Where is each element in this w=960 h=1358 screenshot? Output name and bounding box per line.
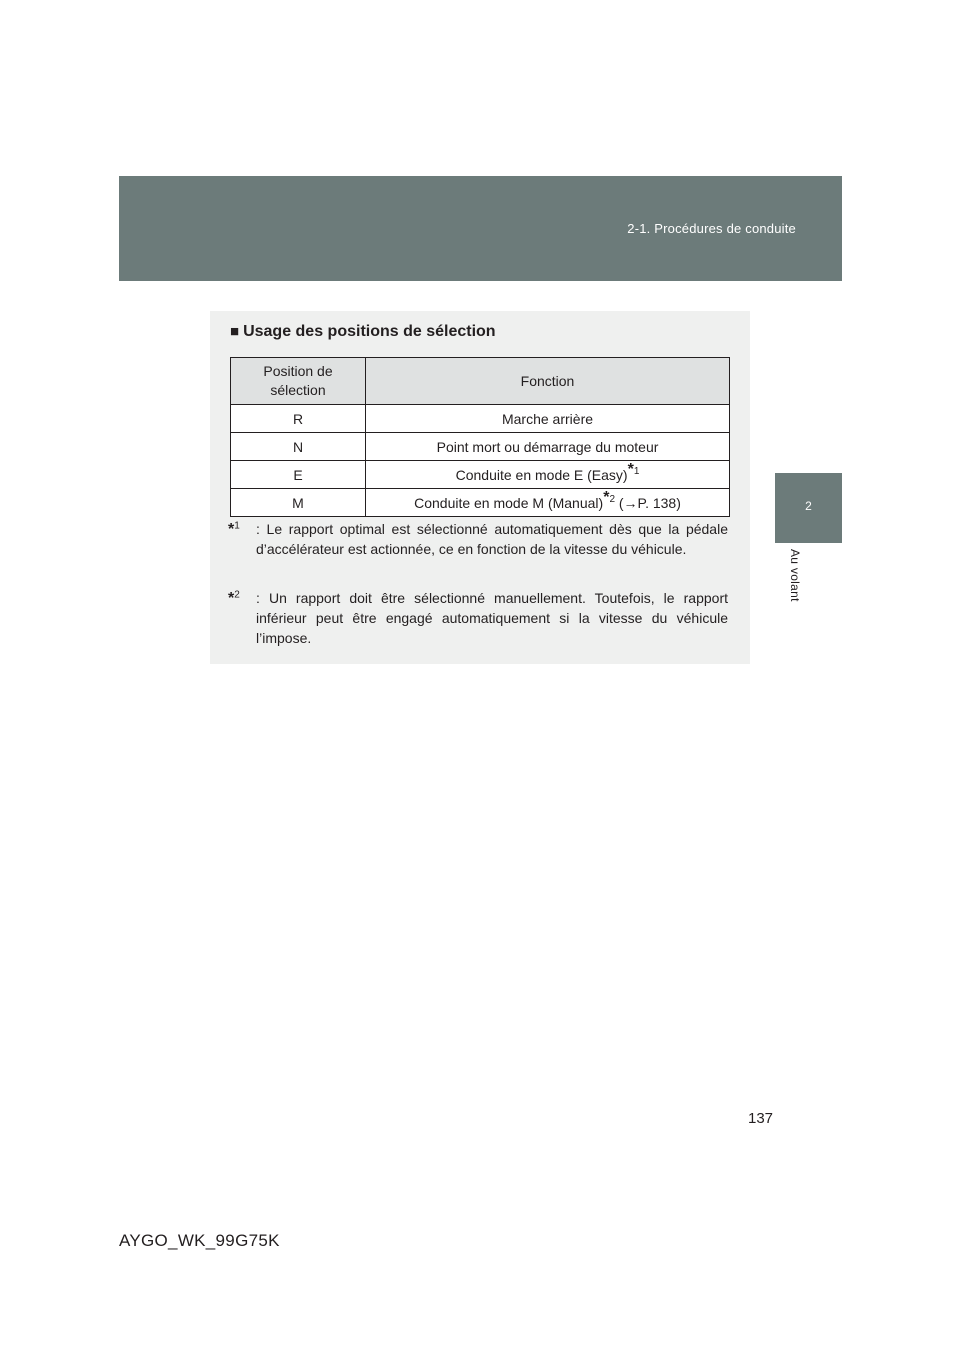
footnote-number: 1 bbox=[234, 520, 240, 532]
header-band bbox=[119, 176, 842, 281]
function-cell: Point mort ou démarrage du moteur bbox=[366, 433, 730, 461]
square-bullet-icon: ■ bbox=[230, 323, 240, 340]
position-cell: E bbox=[231, 461, 366, 489]
page-number: 137 bbox=[748, 1110, 774, 1127]
column-header-position: Position de sélection bbox=[231, 358, 366, 405]
shift-position-table bbox=[230, 357, 730, 517]
function-text: Conduite en mode M (Manual) bbox=[414, 494, 604, 511]
chapter-divider bbox=[775, 541, 842, 543]
footnote-1 bbox=[228, 519, 728, 559]
asterisk-icon: * bbox=[627, 460, 634, 478]
footnote-ref bbox=[603, 488, 615, 506]
box-heading bbox=[230, 323, 496, 341]
function-cell bbox=[366, 461, 730, 489]
position-cell: R bbox=[231, 405, 366, 433]
table-row bbox=[231, 405, 730, 433]
footnote-ref-number: 2 bbox=[609, 493, 615, 505]
table-header-row bbox=[231, 358, 730, 405]
table-row bbox=[231, 461, 730, 489]
chapter-label: Au volant bbox=[788, 549, 802, 602]
footnote-text: : Un rapport doit être sélectionné manuellement. Toutefois, le rapport inférieur peut être engagé automatiquement si la vitesse du véhicule l’impose. bbox=[256, 590, 728, 646]
footnote-text: : Le rapport optimal est sélectionné automatiquement dès que la pédale d’accélérateur est actionnée, ce en fonction de la vitesse du véhicule. bbox=[256, 521, 728, 557]
chapter-number: 2 bbox=[805, 499, 812, 513]
function-cell: Marche arrière bbox=[366, 405, 730, 433]
position-cell: M bbox=[231, 489, 366, 517]
footnote-number: 2 bbox=[234, 589, 240, 601]
asterisk-icon: * bbox=[228, 590, 235, 607]
section-title: 2-1. Procédures de conduite bbox=[627, 221, 796, 236]
footnote-2 bbox=[228, 588, 728, 648]
chapter-tab bbox=[775, 473, 842, 541]
selection-usage-box bbox=[210, 311, 750, 664]
function-text: Conduite en mode E (Easy) bbox=[455, 466, 628, 483]
function-cell bbox=[366, 489, 730, 517]
box-heading-text: Usage des positions de sélection bbox=[243, 323, 496, 340]
asterisk-icon: * bbox=[228, 521, 235, 538]
table-row bbox=[231, 489, 730, 517]
footnote-marker bbox=[228, 588, 256, 609]
asterisk-icon: * bbox=[603, 488, 610, 506]
document-code: AYGO_WK_99G75K bbox=[119, 1231, 280, 1250]
table-row bbox=[231, 433, 730, 461]
position-cell: N bbox=[231, 433, 366, 461]
footnote-ref bbox=[627, 460, 640, 478]
footnote-ref-number: 1 bbox=[633, 465, 640, 477]
column-header-function: Fonction bbox=[366, 358, 730, 405]
page-reference-link[interactable]: (→P. 138) bbox=[615, 494, 681, 511]
footnote-marker bbox=[228, 519, 256, 540]
